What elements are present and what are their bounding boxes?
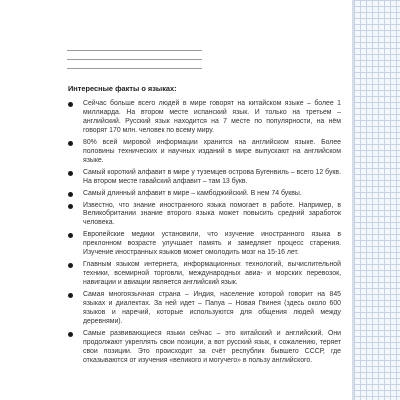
fact-item	[65, 169, 341, 187]
bullet-icon	[68, 192, 73, 197]
facts-list	[65, 100, 341, 369]
writing-line-2	[67, 59, 202, 60]
bullet-icon	[68, 263, 73, 268]
grid-paper-edge	[352, 0, 400, 400]
bullet-icon	[68, 171, 73, 176]
fact-item	[65, 190, 341, 199]
fact-text: Известно, что знание иностранного языка помогает в работе. Например, в Великобритании знание второго языка может повысить средний заработок человека.	[83, 201, 341, 227]
fact-text: Сейчас больше всего людей в мире говорят на китайском языке – более 1 миллиарда. На втором месте испанский язык. И только на третьем – английский. Русский язык находится на 7 месте по популярности, на нём говорят 170 млн. человек по всему миру.	[83, 100, 341, 134]
fact-text: Самые развивающиеся языки сейчас – это китайский и английский. Они продолжают укреплять свои позиции, а вот русский язык, к сожалению, теряет свои позиции. Это происходит за счёт республик бывшего СССР, где отказываются от изучения «великого и могучего» в пользу английского.	[83, 329, 341, 364]
fact-item	[65, 231, 341, 258]
fact-text: Самый короткий алфавит в мире у туземцев острова Бугенвиль – всего 12 букв. На втором месте гавайский алфавит – там 13 букв.	[83, 168, 341, 185]
fact-text: Самая многоязычная страна – Индия, население которой говорит на 845 языках и диалектах. За ней идет – Папуа – Новая Гвинея (здесь около 600 языков и наречий, которые используются для общения людей между деревнями).	[83, 291, 341, 325]
fact-text: 80% всей мировой информации хранится на английском языке. Более половины технических и научных изданий в мире выпускают на английском языке.	[83, 138, 341, 164]
fact-item	[65, 202, 341, 229]
fact-item	[65, 261, 341, 288]
fact-text: Самый длинный алфавит в мире – камбоджийский. В нем 74 буквы.	[83, 189, 302, 197]
writing-line-3	[67, 68, 202, 69]
writing-line-1	[67, 50, 202, 51]
bullet-icon	[68, 204, 73, 209]
bullet-icon	[68, 293, 73, 298]
fact-item	[65, 330, 341, 366]
facts-heading: Интересные факты о языках:	[68, 84, 177, 93]
fact-item	[65, 100, 341, 136]
bullet-icon	[68, 332, 73, 337]
fact-item	[65, 139, 341, 166]
fact-item	[65, 291, 341, 327]
bullet-icon	[68, 141, 73, 146]
fact-text: Главным языком интернета, информационных технологий, вычислительной техники, всемирной торговли, международных авиа- и морских перевозок, навигации и авиации является английский язык.	[83, 261, 341, 287]
bullet-icon	[68, 233, 73, 238]
bullet-icon	[68, 102, 73, 107]
fact-text: Европейские медики установили, что изучение иностранного языка в преклонном возрасте улучшает память и замедляет процесс старения. Изучение иностранных языков может омолодить мозг на 15-16 лет.	[83, 231, 341, 257]
